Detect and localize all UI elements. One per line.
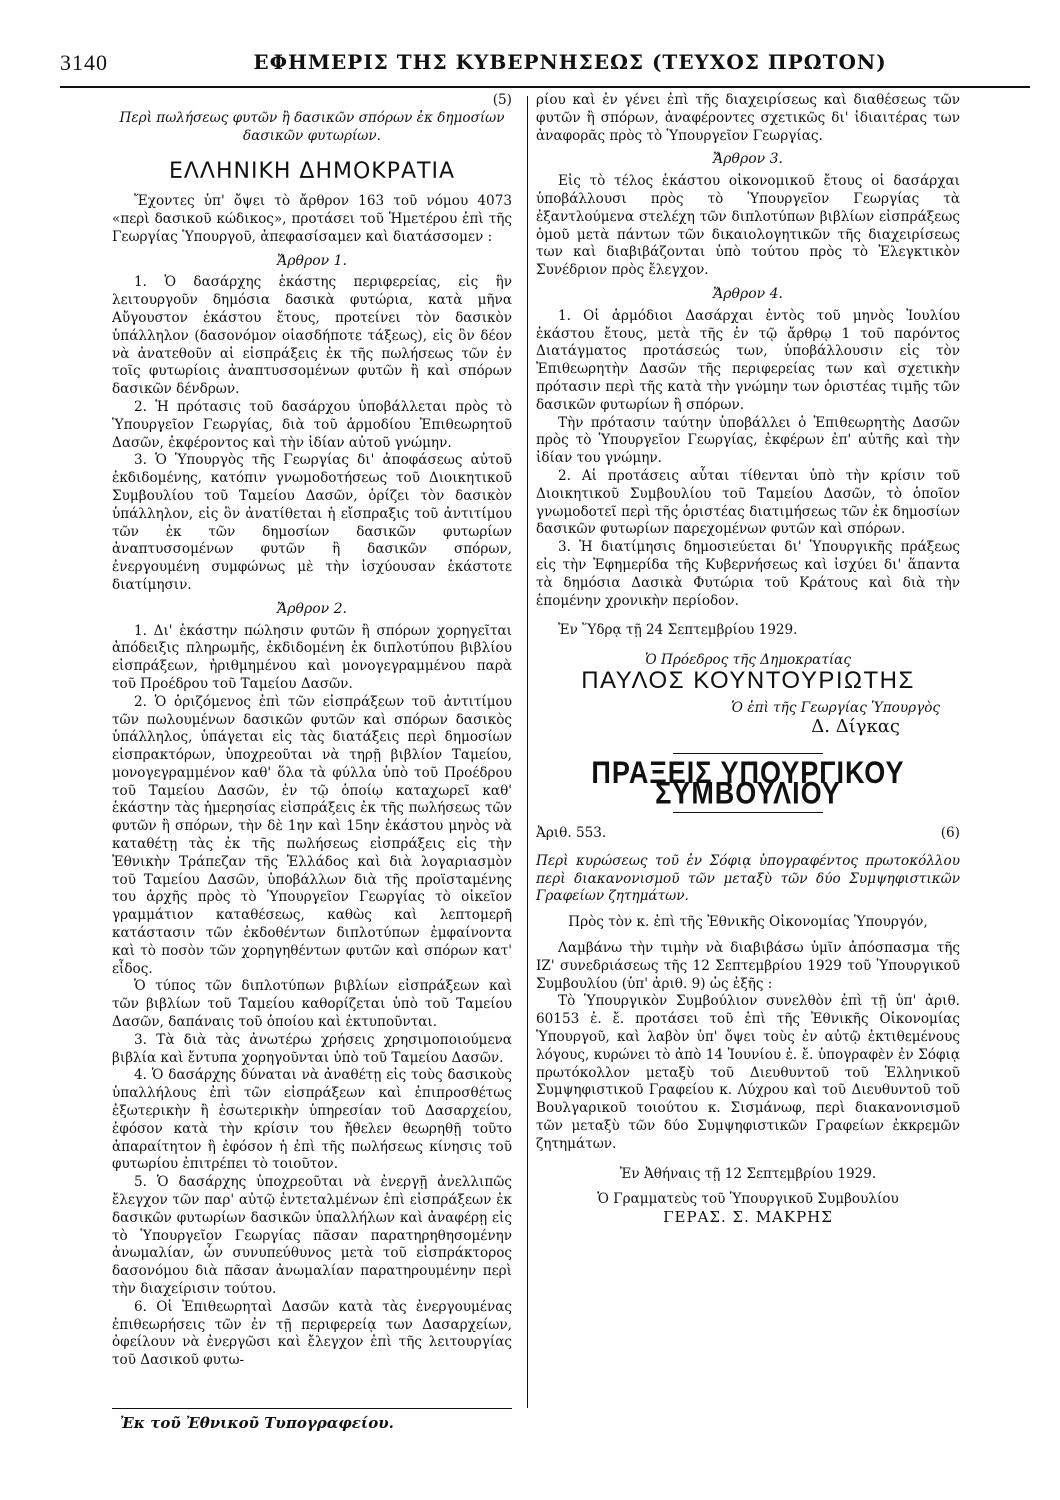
page-header <box>60 40 1030 80</box>
minister-title: Ὁ ἐπὶ τῆς Γεωργίας Ὑπουργὸς <box>731 699 940 716</box>
president-name: ΠΑΥΛΟΣ ΚΟΥΝΤΟΥΡΙΩΤΗΣ <box>581 666 915 694</box>
column-divider <box>527 96 528 1408</box>
right-column <box>536 92 960 1227</box>
article-4-heading: Ἄρθρον 4. <box>713 285 783 302</box>
act-title: Περὶ κυρώσεως τοῦ ἐν Σόφιᾳ ὑπογραφέντος πρωτοκόλλου περὶ διακανονισμοῦ τῶν μεταξὺ τῶν δύο Συμψηφιστικῶν Γραφείων ζητημάτων. <box>536 852 960 905</box>
article-1-paragraph-3: 3. Ὁ Ὑπουργὸς τῆς Γεωργίας δι' ἀποφάσεως αὐτοῦ ἐκδιδομένης, κατόπιν γνωμοδοτήσεως τοῦ Διοικητικοῦ Συμβουλίου τοῦ Ταμείου Δασῶν, ὁρίζει τὸν δασικὸν ὑπάλληλον, εἰς ὃν ἀνατίθεται ἡ εἴσπραξις τοῦ ἀντιτίμου τῶν ἐκ τῶν δημοσίων δασικῶν φυτωρίων ἀναπτυσσομένων φυτῶν ἢ δασικῶν σπόρων, ἐνεργουμένη συμφώνως μὲ τὴν ἰσχύουσαν ἑκάστοτε διατίμησιν. <box>112 452 512 593</box>
separator-rule <box>673 753 823 754</box>
state-title: ΕΛΛΗΝΙΚΗ ΔΗΜΟΚΡΑΤΙΑ <box>168 159 456 185</box>
header-rule <box>60 86 1030 88</box>
addressee: Πρὸς τὸν κ. ἐπὶ τῆς Ἐθνικῆς Οἰκονομίας Ὑπουργόν, <box>568 914 928 931</box>
article-1-paragraph-1: 1. Ὁ δασάρχης ἑκάστης περιφερείας, εἰς ἣν λειτουργοῦν δημόσια δασικὰ φυτώρια, κατὰ μῆνα Αὔγουστον ἑκάστου ἔτους, προτείνει τὸν δασικὸν ὑπάλληλον (δασονόμον οἱασδήποτε τάξεως), εἰς ὃν δέον νὰ ἀνατεθοῦν αἱ εἰσπράξεις ἐκ τῆς πωλήσεως τῶν ἐν τοῖς φυτωρίοις ἀναπτυσσομένων φυτῶν ἢ καὶ σπόρων δασικῶν δένδρων. <box>112 274 512 398</box>
printer-imprint: Ἐκ τοῦ Ἐθνικοῦ Τυπογραφείου. <box>120 1414 394 1432</box>
article-4-paragraph-1b: Τὴν πρότασιν ταύτην ὑποβάλλει ὁ Ἐπιθεωρητὴς Δασῶν πρὸς τὸ Ὑπουργεῖον Γεωργίας, ἐκφέρων ἐπ' αὐτῆς καὶ τὴν ἰδίαν του γνώμην. <box>536 414 960 467</box>
secretary-title: Ὁ Γραμματεὺς τοῦ Ὑπουργικοῦ Συμβουλίου <box>597 1191 899 1208</box>
article-2-paragraph-3: 3. Τὰ διὰ τὰς ἀνωτέρω χρήσεις χρησιμοποιούμενα βιβλία καὶ ἔντυπα χορηγοῦνται ὑπὸ τοῦ Ταμείου Δασῶν. <box>112 1031 512 1066</box>
gazette-masthead: ΕΦΗΜΕΡΙΣ ΤΗΣ ΚΥΒΕΡΝΗΣΕΩΣ (ΤΕΥΧΟΣ ΠΡΩΤΟΝ) <box>253 50 887 74</box>
article-2-paragraph-4: 4. Ὁ δασάρχης δύναται νὰ ἀναθέτῃ εἰς τοὺς δασικοὺς ὑπαλλήλους ἐπὶ τῶν εἰσπράξεων καὶ ἐπιπροσθέτως ἐξωτερικὴν ἢ ἐσωτερικὴν ὑπηρεσίαν τοῦ Δασαρχείου, ἐφόσον κατὰ τὴν κρίσιν του ἤθελεν θεωρηθῇ τοῦτο ἀπαραίτητον ἢ ἐφόσον ἡ ἐπὶ τῆς πωλήσεως κίνησις τοῦ φυτωρίου ἐπιτρέπει τὸ τοιοῦτον. <box>112 1067 512 1173</box>
president-title: Ὁ Πρόεδρος τῆς Δημοκρατίας <box>645 652 851 669</box>
section-rule <box>673 812 823 813</box>
section-title: ΠΡΑΞΕΙΣ ΥΠΟΥΡΓΙΚΟΥ ΣΥΜΒΟΥΛΙΟΥ <box>591 755 905 811</box>
imprint-rule <box>112 1408 512 1409</box>
preamble: Ἔχοντες ὑπ' ὄψει τὸ ἄρθρον 163 τοῦ νόμου 4073 «περὶ δασικοῦ κώδικος», προτάσει τοῦ Ἡμετέρου ἐπὶ τῆς Γεωργίας Ὑπουργοῦ, ἀπεφασίσαμεν καὶ διατάσσομεν : <box>112 193 512 245</box>
decree-number: (5) <box>492 92 512 108</box>
article-2-paragraph-6: 6. Οἱ Ἐπιθεωρηταὶ Δασῶν κατὰ τὰς ἐνεργουμένας ἐπιθεωρήσεις τῶν ἐν τῇ περιφερείᾳ των Δασαρχείων, ὀφείλουν νὰ ἐνεργῶσι καὶ ἔλεγχον ἐπὶ τῆς λειτουργίας τοῦ Δασικοῦ φυτω- <box>112 1298 512 1369</box>
signing-date-1: Ἐν Ὕδρᾳ τῇ 24 Σεπτεμβρίου 1929. <box>558 622 798 639</box>
minister-name: Δ. Δίγκας <box>811 715 900 737</box>
article-2-paragraph-2: 2. Ὁ ὁριζόμενος ἐπὶ τῶν εἰσπράξεων τοῦ ἀντιτίμου τῶν πωλουμένων δασικῶν φυτῶν καὶ σπόρων δασικὸς ὑπάλληλος, ὑπάγεται εἰς τὰς διατάξεις περὶ δημοσίων εἰσπρακτόρων, ὑποχρεοῦται νὰ τηρῇ βιβλίον Ταμείου, μονογεγραμμένον καθ' ὅλα τὰ φύλλα ὑπὸ τοῦ Προέδρου τοῦ Ταμείου Δασῶν, ἐν τῷ ὁποίῳ καταχωρεῖ καθ' ἑκάστην τὰς ἡμερησίας εἰσπράξεις ἐκ τῆς πωλήσεως τῶν φυτῶν ἢ σπόρων, τὴν δὲ 1ην καὶ 15ην ἑκάστου μηνὸς νὰ καταθέτῃ τὰς ἐκ τῆς πωλήσεως εἰσπράξεις εἰς τὴν Ἐθνικὴν Τράπεζαν τῆς Ἑλλάδος καὶ διὰ λογαριασμὸν τοῦ Ταμείου Δασῶν, ὑποβάλλων διὰ τῆς προϊσταμένης του ἀρχῆς πρὸς τὸ Ὑπουργεῖον Γεωργίας τὸ οἰκεῖον γραμμάτιον καταθέσεως, καθὼς καὶ λεπτομερῆ κατάστασιν τῶν ἐκδοθέντων διπλοτύπων ἐμφαίνοντα καὶ τὸ ποσὸν τῶν χορηγηθέντων φυτῶν καὶ σπόρων κατ' εἶδος. <box>112 693 512 977</box>
article-2-paragraph-2b: Ὁ τύπος τῶν διπλοτύπων βιβλίων εἰσπράξεων καὶ τῶν βιβλίων τοῦ Ταμείου καθορίζεται ὑπὸ τοῦ Ταμείου Δασῶν, δαπάναις τοῦ ὁποίου καὶ ἐκτυποῦνται. <box>112 978 512 1031</box>
continued-paragraph: ρίου καὶ ἐν γένει ἐπὶ τῆς διαχειρίσεως καὶ διαθέσεως τῶν φυτῶν ἢ σπόρων, ἀναφέροντες σχετικῶς δι' ἰδιαιτέρας των ἀναφορᾶς πρὸς τὸ Ὑπουργεῖον Γεωργίας. <box>536 92 960 144</box>
article-3-paragraph: Εἰς τὸ τέλος ἑκάστου οἰκονομικοῦ ἔτους οἱ δασάρχαι ὑποβάλλουσι πρὸς τὸ Ὑπουργεῖον Γεωργίας τὰ ἐξαντλούμενα στελέχη τῶν διπλοτύπων βιβλίων εἰσπράξεως ὁμοῦ μετὰ πάντων τῶν δικαιολογητικῶν τῆς διαχειρίσεως των καὶ διαβιβάζονται ὑπὸ τούτου πρὸς τὸ Ἐλεγκτικὸν Συνέδριον πρὸς ἔλεγχον. <box>536 173 960 279</box>
article-1-heading: Ἄρθρον 1. <box>277 252 347 269</box>
act-number: Ἀριθ. 553. <box>536 824 607 841</box>
article-4-paragraph-3: 3. Ἡ διατίμησις δημοσιεύεται δι' Ὑπουργικῆς πράξεως εἰς τὴν Ἐφημερίδα τῆς Κυβερνήσεως καὶ ἰσχύει δι' ἅπαντα τὰ δημόσια Δασικὰ Φυτώρια τοῦ Κράτους καὶ διὰ τὴν ἑπομένην χρονικὴν περίοδον. <box>536 539 960 609</box>
secretary-name: ΓΕΡΑΣ. Σ. ΜΑΚΡΗΣ <box>663 1208 833 1227</box>
act-number-line <box>536 825 960 845</box>
body-paragraph-1: Λαμβάνω τὴν τιμὴν νὰ διαβιβάσω ὑμῖν ἀπόσπασμα τῆς ΙΖ' συνεδριάσεως τῆς 12 Σεπτεμβρίου 1929 τοῦ Ὑπουργικοῦ Συμβουλίου (ὑπ' ἀριθ. 9) ὡς ἑξῆς : <box>536 940 960 992</box>
left-column <box>112 92 512 1370</box>
body-paragraph-2: Τὸ Ὑπουργικὸν Συμβούλιον συνελθὸν ἐπὶ τῇ ὑπ' ἀριθ. 60153 ἐ. ἔ. προτάσει τοῦ ἐπὶ τῆς Ἐθνικῆς Οἰκονομίας Ὑπουργοῦ, καὶ λαβὸν ὑπ' ὄψει τοὺς ἐν αὐτῷ ἐκτιθεμένους λόγους, κυρώνει τὸ ἀπὸ 14 Ἰουνίου ἐ. ἔ. ὑπογραφὲν ἐν Σόφιᾳ πρωτόκολλον μεταξὺ τοῦ Διευθυντοῦ τοῦ Ἑλληνικοῦ Συμψηφιστικοῦ Γραφείου κ. Λύχρου καὶ τοῦ Διευθυντοῦ τοῦ Βουλγαρικοῦ τοιούτου κ. Σισμάνωφ, περὶ διακανονισμοῦ τῶν μεταξὺ τῶν δύο Συμψηφιστικῶν Γραφείων ἐκκρεμῶν ζητημάτων. <box>536 993 960 1152</box>
article-1-paragraph-2: 2. Ἡ πρότασις τοῦ δασάρχου ὑποβάλλεται πρὸς τὸ Ὑπουργεῖον Γεωργίας, διὰ τοῦ ἁρμοδίου Ἐπιθεωρητοῦ Δασῶν, ἐκφέροντος καὶ τὴν ἰδίαν αὐτοῦ γνώμην. <box>112 398 512 451</box>
page-number: 3140 <box>60 50 108 75</box>
act-index: (6) <box>940 824 960 841</box>
decree-title: Περὶ πωλήσεως φυτῶν ἢ δασικῶν σπόρων ἐκ δημοσίων δασικῶν φυτωρίων. <box>119 109 505 144</box>
article-2-paragraph-5: 5. Ὁ δασάρχης ὑποχρεοῦται νὰ ἐνεργῇ ἀνελλιπῶς ἔλεγχον τῶν παρ' αὐτῷ ἐντεταλμένων ἐπὶ εἰσπράξεων ἐκ δασικῶν φυτωρίων δασικῶν ὑπαλλήλων καὶ ἀναφέρῃ εἰς τὸ Ὑπουργεῖον Γεωργίας πᾶσαν παρατηρηθησομένην ἀνωμαλίαν, ὧν συνυπεύθυνος μετὰ τοῦ εἰσπράκτορος δασονόμου διὰ πᾶσαν ἀνωμαλίαν παρατηρουμένην περὶ τὴν διαχείρισιν τούτου. <box>112 1174 512 1297</box>
article-2-heading: Ἄρθρον 2. <box>277 600 347 617</box>
article-3-heading: Ἄρθρον 3. <box>713 151 783 168</box>
article-4-paragraph-1: 1. Οἱ ἁρμόδιοι Δασάρχαι ἐντὸς τοῦ μηνὸς Ἰουλίου ἑκάστου ἔτους, μετὰ τῆς ἐν τῷ ἄρθρῳ 1 τοῦ παρόντος Διατάγματος προτάσεώς των, ὑποβάλλουσιν εἰς τὸν Ἐπιθεωρητὴν Δασῶν τῆς περιφερείας των καὶ σχετικὴν πρότασιν περὶ τῆς κατὰ τὴν γνώμην των ὁριστέας τιμῆς τῶν δασικῶν φυτωρίων ἢ σπόρων. <box>536 307 960 413</box>
article-4-paragraph-2: 2. Αἱ προτάσεις αὗται τίθενται ὑπὸ τὴν κρίσιν τοῦ Διοικητικοῦ Συμβουλίου τοῦ Ταμείου Δασῶν, τὸ ὁποῖον γνωμοδοτεῖ περὶ τῆς ὁριστέας διατιμήσεως τῶν ἐκ δημοσίων δασικῶν φυτωρίων παρεχομένων φυτῶν καὶ σπόρων. <box>536 467 960 538</box>
article-2-paragraph-1: 1. Δι' ἑκάστην πώλησιν φυτῶν ἢ σπόρων χορηγεῖται ἀπόδειξις πληρωμῆς, ἐκδιδομένη ἐκ διπλοτύπου βιβλίου εἰσπράξεων, ἠριθμημένου καὶ μονογεγραμμένου παρὰ τοῦ Προέδρου τοῦ Ταμείου Δασῶν. <box>112 622 512 692</box>
signing-date-2: Ἐν Ἀθήναις τῇ 12 Σεπτεμβρίου 1929. <box>619 1165 877 1182</box>
